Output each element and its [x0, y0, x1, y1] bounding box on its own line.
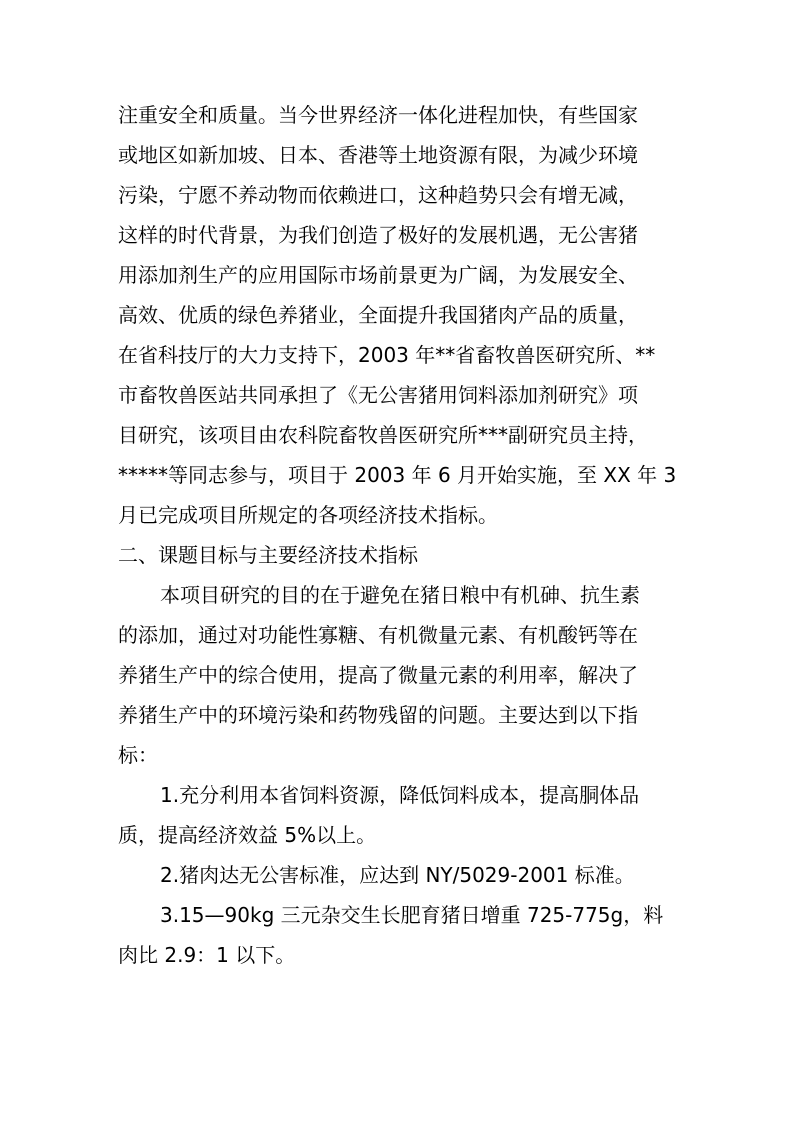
body-line: 或地区如新加坡、日本、香港等土地资源有限，为减少环境	[118, 143, 638, 167]
list-item: 3.15—90kg 三元杂交生长肥育猪日增重 725-775g，料	[160, 903, 664, 927]
list-item-continuation: 肉比 2.9：1 以下。	[118, 943, 296, 967]
body-line: 这样的时代背景，为我们创造了极好的发展机遇，无公害猪	[118, 223, 638, 247]
body-line: 养猪生产中的环境污染和药物残留的问题。主要达到以下指	[118, 703, 638, 727]
section-heading: 二、课题目标与主要经济技术指标	[118, 543, 418, 567]
body-line: 的添加，通过对功能性寡糖、有机微量元素、有机酸钙等在	[118, 623, 638, 647]
body-line: 用添加剂生产的应用国际市场前景更为广阔，为发展安全、	[118, 263, 638, 287]
body-line: 污染，宁愿不养动物而依赖进口，这种趋势只会有增无减，	[118, 183, 638, 207]
body-line: *****等同志参与，项目于 2003 年 6 月开始实施，至 XX 年 3	[118, 463, 677, 487]
body-line: 高效、优质的绿色养猪业，全面提升我国猪肉产品的质量，	[118, 303, 638, 327]
body-line: 注重安全和质量。当今世界经济一体化进程加快，有些国家	[118, 103, 638, 127]
body-line: 目研究，该项目由农科院畜牧兽医研究所***副研究员主持，	[118, 423, 648, 447]
body-line: 月已完成项目所规定的各项经济技术指标。	[118, 503, 498, 527]
list-item: 1.充分利用本省饲料资源，降低饲料成本，提高胴体品	[160, 783, 640, 807]
body-line: 标：	[118, 743, 158, 767]
document-body	[118, 95, 678, 975]
list-item: 2.猪肉达无公害标准，应达到 NY/5029-2001 标准。	[160, 863, 635, 887]
body-line: 市畜牧兽医站共同承担了《无公害猪用饲料添加剂研究》项	[118, 383, 638, 407]
body-line: 本项目研究的目的在于避免在猪日粮中有机砷、抗生素	[160, 583, 640, 607]
list-item-continuation: 质，提高经济效益 5%以上。	[118, 823, 377, 847]
body-line: 在省科技厅的大力支持下，2003 年**省畜牧兽医研究所、**	[118, 343, 656, 367]
body-line: 养猪生产中的综合使用，提高了微量元素的利用率，解决了	[118, 663, 638, 687]
